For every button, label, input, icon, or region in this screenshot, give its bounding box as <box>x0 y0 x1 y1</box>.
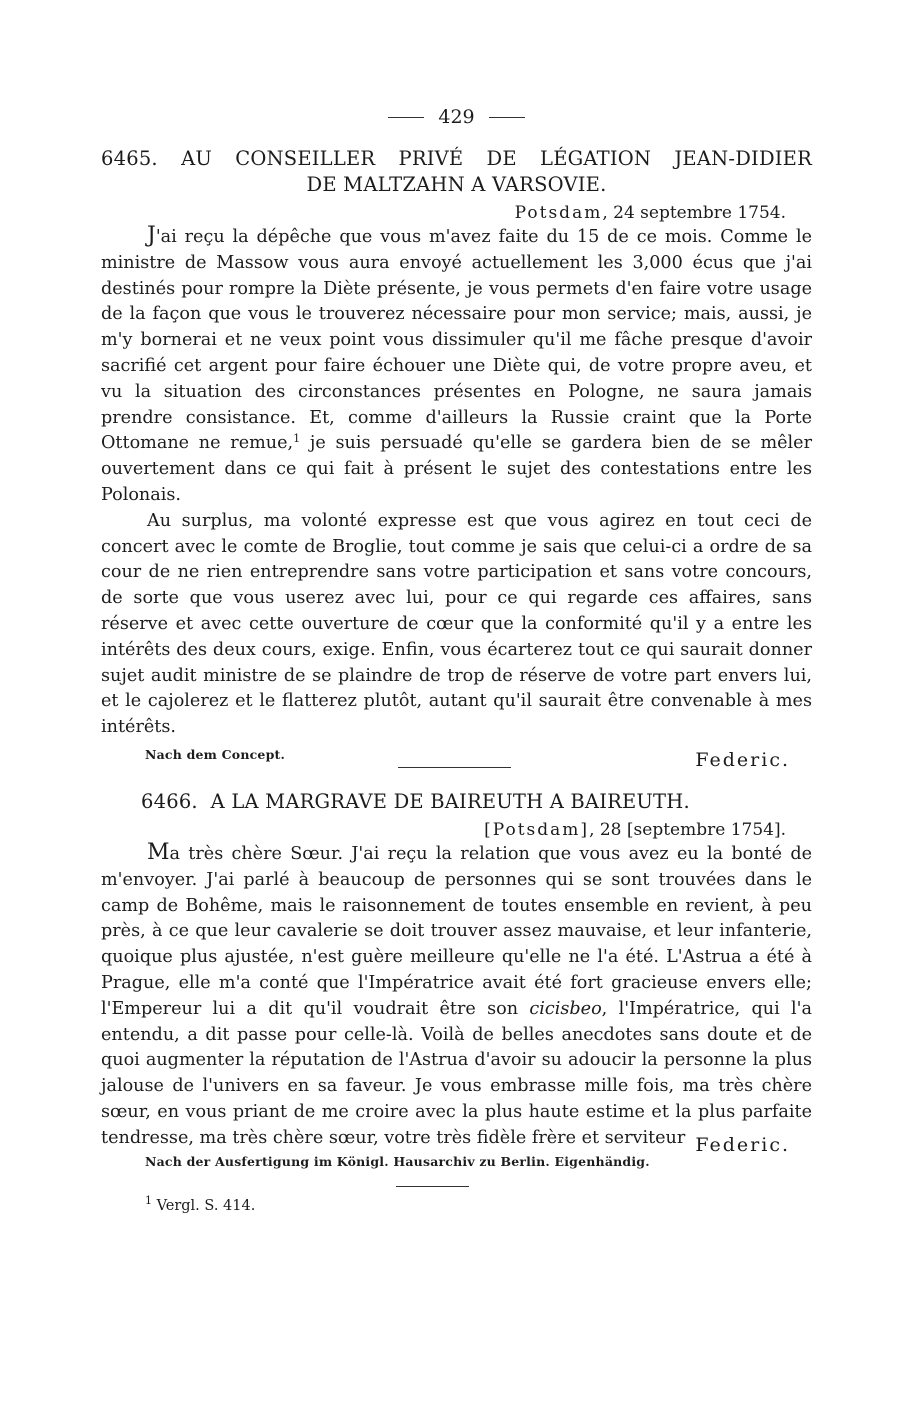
letter-6466-paragraph-1: Ma très chère Sœur. J'ai reçu la relation que vous avez eu la bonté de m'envoyer. J'ai parlé à beaucoup de personnes qui se sont trouvées dans le camp de Bohême, mais le raisonnement de toutes ensemble en revient, à peu près, à ce que leur cavalerie se doit trouver assez mauvaise, et leur infanterie, quoique plus ajustée, n'est guère meilleure qu'elle ne l'a été. L'Astrua a été à Prague, elle m'a conté que l'Impératrice avait été fort gracieuse envers elle; l'Empereur lui a dit qu'il voudrait être son cicisbeo, l'Impératrice, qui l'a entendu, a dit passe pour celle-là. Voilà de belles anecdotes sans doute et de quoi augmenter la réputation de l'Astrua d'avoir su adoucir la personne la plus jalouse de l'univers en sa faveur. Je vous embrasse mille fois, ma très chère sœur, en vous priant de me croire avec la plus haute estime et la plus parfaite tendresse, ma très chère sœur, votre très fidèle frère et serviteur <box>101 839 812 1148</box>
signature: Federic. <box>695 1133 790 1156</box>
footnote-divider <box>396 1186 469 1187</box>
page-number: 429 <box>438 106 475 128</box>
heading-line-1: AU CONSEILLER PRIVÉ DE LÉGATION JEAN-DIDIER <box>181 147 812 170</box>
date: , 28 [septembre 1754]. <box>589 819 786 840</box>
place: [Potsdam] <box>484 819 590 840</box>
letter-6465-dateline <box>101 201 812 225</box>
heading-line: A LA MARGRAVE DE BAIREUTH A BAIREUTH. <box>210 789 690 813</box>
letter-6466-footer <box>101 1128 812 1172</box>
page-header <box>101 100 812 134</box>
heading-line-2: DE MALTZAHN A VARSOVIE. <box>306 173 607 196</box>
date: , 24 septembre 1754. <box>602 203 786 223</box>
italic-word: cicisbeo <box>529 998 602 1019</box>
place: Potsdam <box>514 203 603 223</box>
letter-6466-dateline <box>101 818 812 842</box>
header-dash-right <box>489 117 525 118</box>
footnote-marker: 1 <box>145 1193 152 1207</box>
footnote-1: $^1$ Vergl. S. 414. <box>145 1193 256 1214</box>
initial-letter: J <box>147 223 156 248</box>
source-note: Nach dem Concept. <box>145 746 286 762</box>
letter-6465-footer <box>101 743 812 771</box>
page <box>101 100 812 1232</box>
letter-6465-heading <box>101 146 812 198</box>
letter-6465-paragraph-1: J'ai reçu la dépêche que vous m'avez faite du 15 de ce mois. Comme le ministre de Massow vous aura envoyé actuellement les 3,000 écus que j'ai destinés pour rompre la Diète présente, je vous permets d'en faire votre usage de la façon que vous le trouverez nécessaire pour mon service; mais, aussi, je m'y bornerai et ne veux point vous dissimuler qu'il me fâche presque d'avoir sacrifié cet argent pour faire échouer une Diète qui, de votre propre aveu, et vu la situation des circonstances présentes en Pologne, ne saura jamais prendre consistance. Et, comme d'ailleurs la Russie craint que la Porte Ottomane ne remue,$^1$ je suis persuadé qu'elle se gardera bien de se mêler ouvertement dans ce qui fait à présent le sujet des contestations entre les Polonais. <box>101 223 812 505</box>
signature: Federic. <box>695 748 790 771</box>
section-divider <box>398 767 511 768</box>
letter-number: 6466. <box>141 789 198 813</box>
initial-letter: M <box>147 839 170 865</box>
letter-6466-heading <box>101 789 812 815</box>
footnote-ref: 1 <box>293 432 301 446</box>
header-dash-left <box>388 117 424 118</box>
letter-6465-paragraph-2: Au surplus, ma volonté expresse est que vous agirez en tout ceci de concert avec le comte de Broglie, tout comme je sais que celui-ci a ordre de sa cour de ne rien entreprendre sans votre participation et sans votre concours, de sorte que vous userez avec lui, pour ce qui regarde ces affaires, sans réserve et avec cette ouverture de cœur que la conformité qu'il y a entre les intérêts des deux cours, exige. Enfin, vous écarterez tout ce qui saurait donner sujet audit ministre de se plaindre de trop de réserve de votre part envers lui, et le cajolerez et le flatterez plutôt, autant qu'il saurait être convenable à mes intérêts. <box>101 510 812 738</box>
source-note: Nach der Ausfertigung im Königl. Hausarchiv zu Berlin. Eigenhändig. <box>145 1153 650 1169</box>
footnotes <box>101 1172 812 1232</box>
letter-number: 6465. <box>101 147 158 170</box>
